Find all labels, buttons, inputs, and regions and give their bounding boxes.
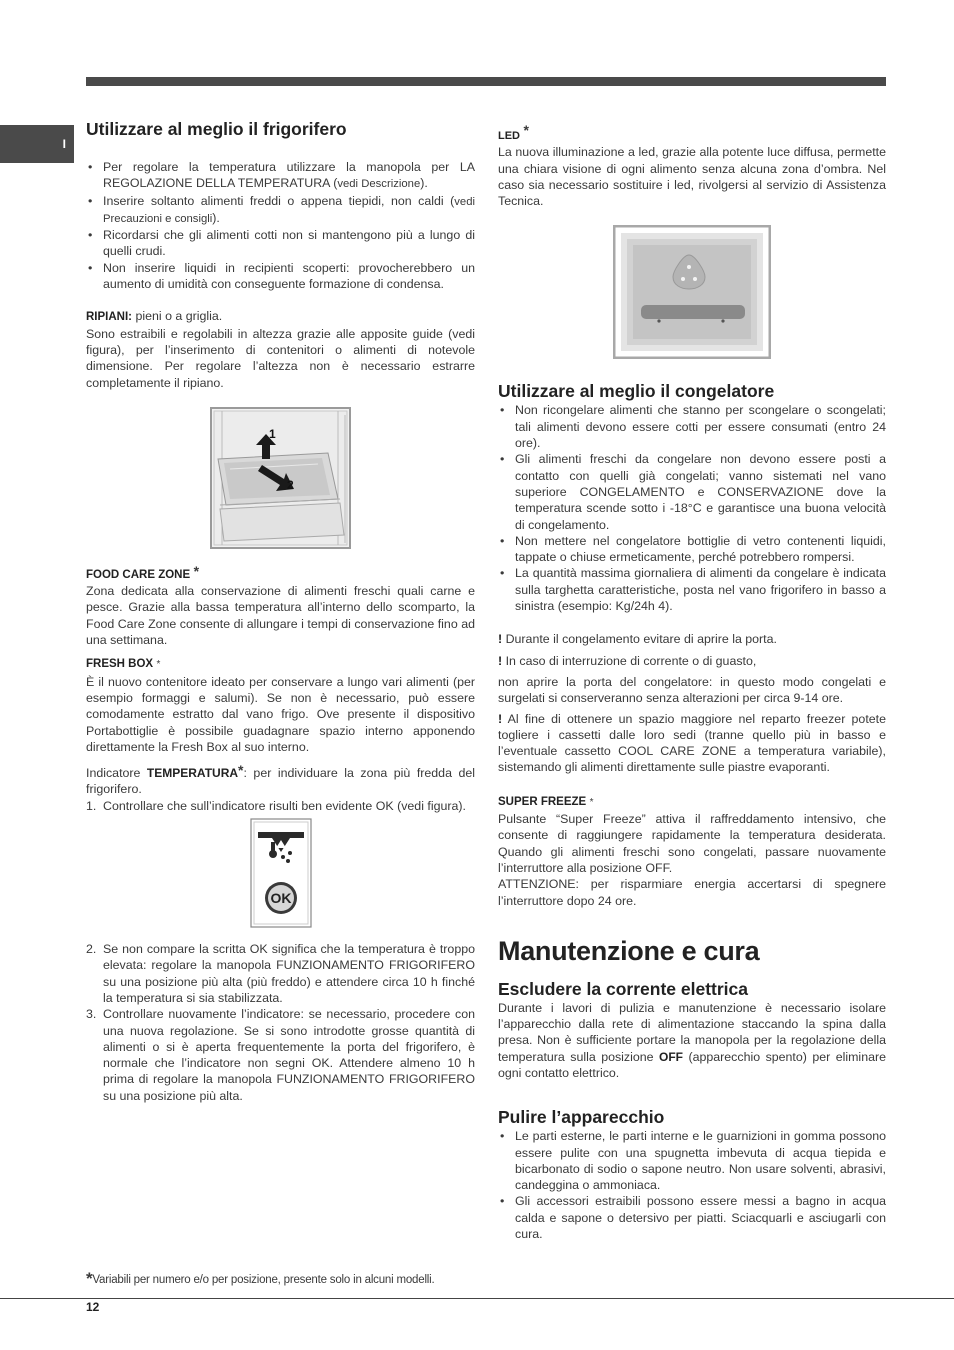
- maintenance-title: Manutenzione e cura: [498, 935, 760, 966]
- cleaning-section-title: Pulire l’apparecchio: [498, 1107, 665, 1128]
- ok-label: OK: [270, 890, 292, 907]
- list-item: • Gli alimenti freschi da congelare non devono essere posti a contatto con quelli già congelati; vanno sistemati nel vano superiore CONGELAMENTO e CONSERVAZIONE dove la temperatura scende sotto i -18°C e garantisce una buona velocità di congelamento.: [498, 451, 886, 532]
- temperature-indicator-figure: [250, 818, 312, 928]
- footnote: *Variabili per numero e/o per posizione, presente solo in alcuni modelli.: [86, 1269, 435, 1288]
- freezer-tips-list: [498, 402, 886, 614]
- list-item: • Gli accessori estraibili possono essere messi a bagno in acqua calda e sapone o detersivo per piatti. Sciacquarli e asciugarli con cura.: [498, 1193, 886, 1242]
- list-item: • Le parti esterne, le parti interne e le guarnizioni in gomma possono essere pulite con una spugnetta imbevuta di acqua tiepida e bicarbonato di sodio o sapone neutro. Non usare solventi, abrasivi, candeggina o ammoniaca.: [498, 1128, 886, 1193]
- power-section-title: Escludere la corrente elettrica: [498, 978, 748, 999]
- list-item: 1. Controllare che sull’indicatore risulti ben evidente OK (vedi figura).: [86, 798, 466, 813]
- fresh-box-text: È il nuovo contenitore ideato per conservare a lungo vari alimenti (per esempio formaggi e salumi). Se non è necessario, può essere comodamente estratto dal vano frigo. Ove presente il dispositivo Portabottiglie è possibile guadagnare spazio interno apponendo direttamente la Fresh Box al suo interno.: [86, 674, 475, 754]
- warning-power-failure: ! In caso di interruzione di corrente o di guasto,: [498, 653, 757, 668]
- cleaning-tips-list: [498, 1128, 886, 1242]
- fridge-section-title: Utilizzare al meglio il frigorifero: [86, 119, 347, 139]
- attention-text: ATTENZIONE: per risparmiare energia accertarsi di spegnere l’interruttore dopo 24 ore.: [498, 877, 886, 908]
- list-item: 3. Controllare nuovamente l’indicatore: se necessario, procedere con una nuova regolazione. Se si sono introdotte grosse quantità di alimenti o si è aperta frequentemente la porta del frigorifero, è normale che l’indicatore non segni OK. Attendere almeno 10 h prima di regolare la manopola FUNZIONAMENTO FRIGORIFERO su una posizione più alta.: [86, 1007, 475, 1103]
- list-item: • Non ricongelare alimenti che stanno per scongelare o scongelati; tali alimenti devono essere cotti per essere consumati (entro 24 ore).: [498, 402, 886, 451]
- right-column: [498, 122, 886, 1242]
- led-figure: [613, 225, 771, 359]
- footer-rule: [0, 1298, 954, 1299]
- super-freeze-heading: SUPER FREEZE *: [498, 795, 594, 808]
- indicator-steps-continued: [86, 941, 475, 1104]
- shelves-label: RIPIANI:: [86, 311, 132, 324]
- list-item: • Ricordarsi che gli alimenti cotti non si mantengono più a lungo di quelli crudi.: [86, 227, 475, 260]
- led-text: La nuova illuminazione a led, grazie alla potente luce diffusa, permette una chiara visione di ogni alimento senza alcuna zona d’ombra. Nel caso sia necessario sostituire i led, rivolgersi al servizio di Assistenza Tecnica.: [498, 145, 886, 209]
- food-care-text: Zona dedicata alla conservazione di alimenti freschi quali carne e pesce. Grazie alla bassa temperatura all’interno dello scomparto, la Food Care Zone consente di allungare i tempi di conservazione fino ad una settimana.: [86, 584, 475, 648]
- warning-power-failure-continued: non aprire la porta del congelatore: in questo modo congelati e surgelati si conserveranno senza alterazioni per circa 9-14 ore.: [498, 674, 886, 706]
- super-freeze-text: Pulsante “Super Freeze” attiva il raffreddamento intensivo, che consente di raggiungere rapidamente la temperatura desiderata. Quando gli alimenti freschi sono congelati, passare nuovamente l’interruttore alla posizione OFF.: [498, 812, 886, 875]
- food-care-heading: FOOD CARE ZONE *: [86, 562, 200, 581]
- language-tab: I: [0, 125, 74, 163]
- shelf-figure: [210, 407, 351, 549]
- power-text: Durante i lavori di pulizia e manutenzione è necessario isolare l’apparecchio dalla rete di alimentazione staccando la spina dalla presa. Non è sufficiente portare la manopola per la regolazione della temperatura sulla posizione OFF (apparecchio spento) per eliminare ogni contatto elettrico.: [498, 1000, 886, 1080]
- indicator-steps: [86, 798, 475, 814]
- page-number: 12: [86, 1300, 100, 1314]
- list-item: • Non mettere nel congelatore bottiglie di vetro contenenti liquidi, tappate o chiuse ermeticamente, perché potrebbero rompersi.: [498, 533, 886, 566]
- left-column: [86, 118, 475, 1104]
- shelves-paragraph: RIPIANI: pieni o a griglia.: [86, 309, 223, 324]
- warning-drawers: ! Al fine di ottenere un spazio maggiore nel reparto freezer potete togliere i cassetti dalle loro sedi (tranne quello più in basso e l’eventuale cassetto COOL CARE ZONE a temperatura variabile), sistemando gli alimenti direttamente sulle piastre evaporanti.: [498, 711, 886, 775]
- led-heading: LED *: [498, 122, 529, 142]
- list-item: 2. Se non compare la scritta OK significa che la temperatura è troppo elevata: regolare la manopola FUNZIONAMENTO FRIGORIFERO su una posizione più alta (più freddo) e attendere circa 10 h finché la temperatura si sia stabilizzata.: [86, 942, 475, 1005]
- list-item: • Per regolare la temperatura utilizzare la manopola per LA REGOLAZIONE DELLA TEMPERATURA (vedi Descrizione).: [86, 159, 475, 193]
- list-item: • Inserire soltanto alimenti freddi o appena tiepidi, non caldi (vedi Precauzioni e consigli).: [86, 193, 475, 228]
- header-rule: [86, 77, 886, 86]
- figure-label-1: 1: [269, 426, 276, 441]
- fresh-box-heading: FRESH BOX *: [86, 658, 161, 671]
- indicator-paragraph: Indicatore TEMPERATURA*: per individuare la zona più fredda del frigorifero.: [86, 762, 475, 797]
- freezer-section-title: Utilizzare al meglio il congelatore: [498, 381, 775, 402]
- list-item: • Non inserire liquidi in recipienti scoperti: provocherebbero un aumento di umidità con conseguente formazione di condensa.: [86, 260, 475, 293]
- shelves-text: Sono estraibili e regolabili in altezza grazie alle apposite guide (vedi figura), per l’inserimento di contenitori o alimenti di notevole dimensione. Per regolare l’altezza non è necessario estrarre completamente il ripiano.: [86, 326, 475, 390]
- list-item: • La quantità massima giornaliera di alimenti da congelare è indicata sulla targhetta caratteristiche, posta nel vano frigorifero in basso a sinistra (esempio: Kg/24h 4).: [498, 565, 886, 614]
- fridge-tips-list: [86, 159, 475, 292]
- warning-door: ! Durante il congelamento evitare di aprire la porta.: [498, 632, 777, 647]
- figure-label-2: 2: [287, 477, 294, 492]
